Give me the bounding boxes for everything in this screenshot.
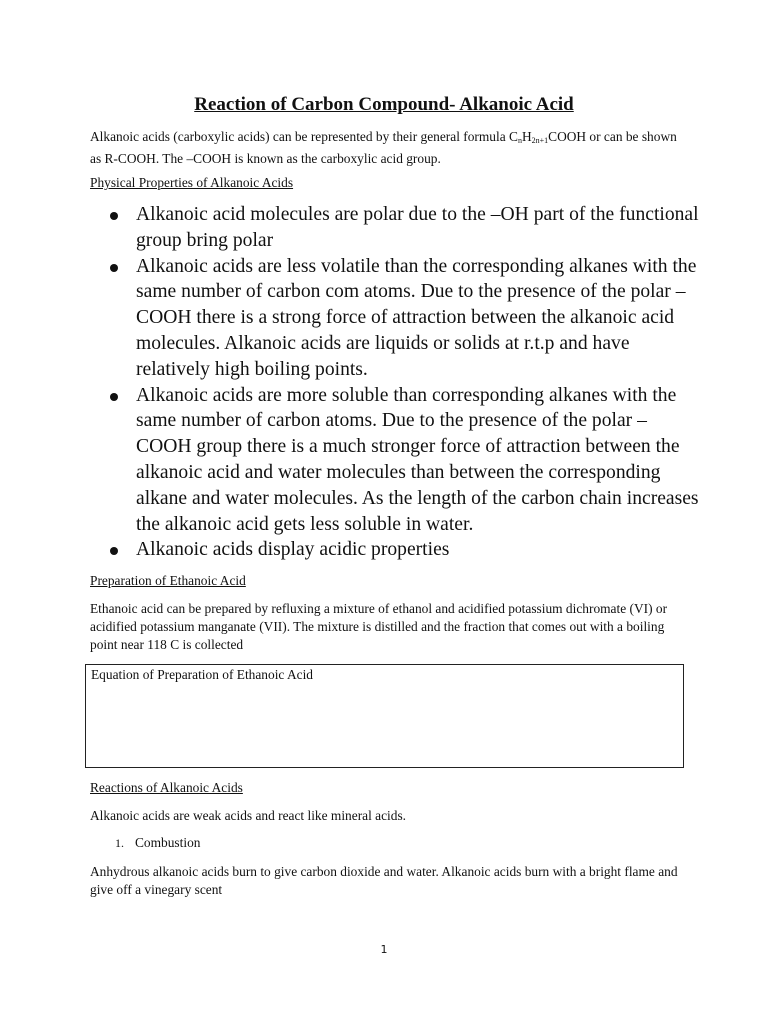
intro-paragraph	[90, 128, 690, 168]
bullet-item	[90, 383, 700, 538]
bullet-item	[90, 254, 700, 383]
bullet-text: Alkanoic acid molecules are polar due to the –OH part of the functional group bring polar	[136, 204, 699, 251]
combustion-paragraph: Anhydrous alkanoic acids burn to give carbon dioxide and water. Alkanoic acids burn with a bright flame and give off a vinegary scent	[90, 864, 678, 897]
reactions-heading: Reactions of Alkanoic Acids	[90, 780, 243, 795]
page-number: 1	[380, 943, 388, 956]
bullet-text: Alkanoic acids display acidic properties	[136, 539, 450, 561]
equation-box-label: Equation of Preparation of Ethanoic Acid	[91, 667, 313, 682]
formula-subscript-n: n	[517, 136, 522, 145]
bullet-item	[90, 202, 700, 254]
bullet-icon	[110, 547, 118, 555]
formula-h: H	[521, 129, 532, 144]
preparation-paragraph: Ethanoic acid can be prepared by refluxing a mixture of ethanol and acidified potassium dichromate (VI) or acidified potassium manganate (VII). The mixture is distilled and the fraction that comes out with a boiling point near 118 C is collected	[90, 601, 668, 652]
equation-box	[85, 664, 684, 768]
bullet-text: Alkanoic acids are less volatile than the corresponding alkanes with the same number of carbon com atoms. Due to the presence of the polar –COOH there is a strong force of attraction between the alkanoic acid molecules. Alkanoic acids are liquids or solids at r.t.p and have relatively high boiling points.	[136, 255, 697, 380]
bullet-icon	[110, 393, 118, 401]
intro-text-end: COOH or can be shown as R-COOH. The –COOH is known as the carboxylic acid group.	[90, 129, 677, 166]
reactions-intro: Alkanoic acids are weak acids and react like mineral acids.	[90, 808, 407, 823]
bullet-icon	[110, 264, 118, 272]
bullet-item	[90, 537, 700, 563]
intro-text-start: Alkanoic acids (carboxylic acids) can be represented by their general formula C	[90, 129, 518, 144]
formula-subscript-2n1: 2n+1	[531, 136, 549, 145]
bullet-icon	[110, 212, 118, 220]
item-number: 1.	[115, 836, 124, 850]
page-title: Reaction of Carbon Compound- Alkanoic Acid	[194, 94, 574, 115]
bullet-text: Alkanoic acids are more soluble than corresponding alkanes with the same number of carbon atoms. Due to the presence of the polar –COOH group there is a much stronger force of attraction between the alkanoic acid and water molecules than between the corresponding alkane and water molecules. As the length of the carbon chain increases the alkanoic acid gets less soluble in water.	[136, 384, 699, 535]
physical-properties-list	[90, 202, 700, 563]
preparation-heading: Preparation of Ethanoic Acid	[90, 573, 246, 588]
physical-properties-heading: Physical Properties of Alkanoic Acids	[90, 175, 294, 190]
item-label: Combustion	[135, 835, 201, 850]
numbered-item-combustion	[115, 834, 200, 852]
